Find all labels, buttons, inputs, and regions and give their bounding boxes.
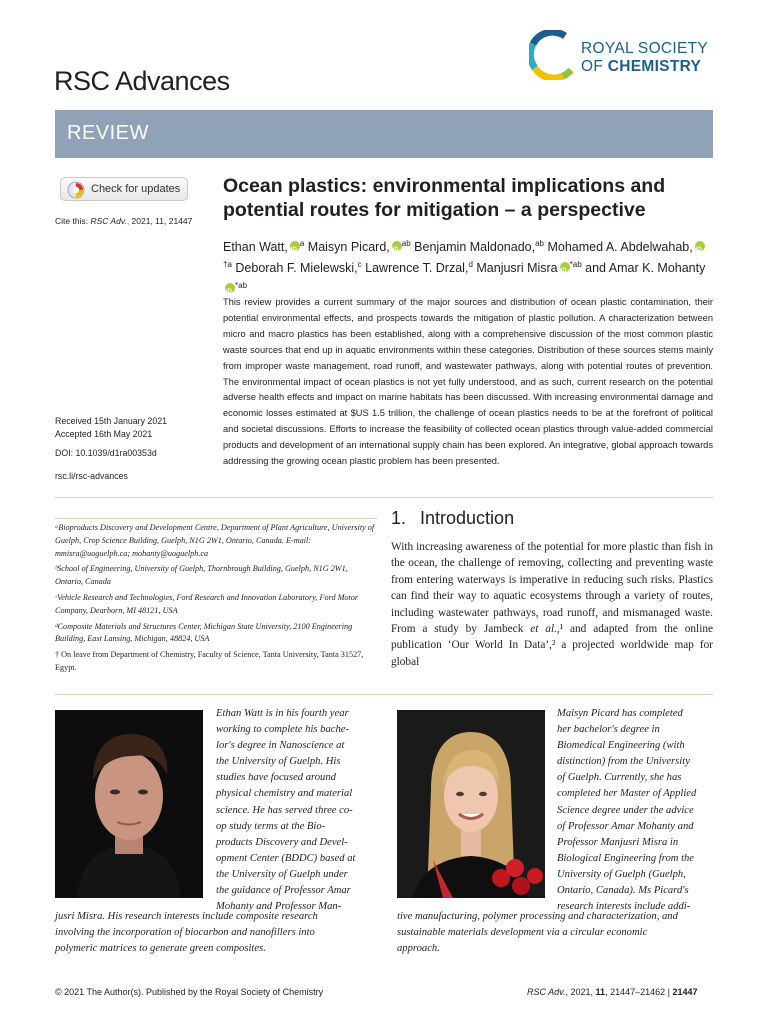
bio-line: distinction) from the University — [557, 756, 690, 768]
author-affiliation-mark: d — [468, 260, 473, 270]
author-affiliation-mark: ab — [535, 239, 544, 248]
bio-line: Ethan Watt is in his fourth year — [216, 708, 349, 719]
bio-line: involving the incorporation of biocarbon and nanofillers into — [55, 927, 315, 939]
crossmark-icon — [67, 181, 85, 199]
author-name: Maisyn Picard, — [307, 240, 390, 255]
author-affiliation-mark: *ab — [569, 260, 582, 270]
bio-line: Science degree under the advice — [557, 804, 694, 816]
author-name: and Amar K. Mohanty — [585, 261, 706, 276]
bio-line: Biological Engineering from the — [557, 852, 695, 864]
bio-line: working to complete his bache- — [216, 724, 349, 736]
affiliations — [55, 518, 377, 678]
footnote-divider — [55, 518, 377, 519]
author-name: Ethan Watt, — [223, 240, 288, 255]
orcid-icon[interactable] — [695, 241, 705, 251]
author-affiliation-mark: c — [357, 260, 362, 270]
doi[interactable]: DOI: 10.1039/d1ra00353d — [55, 448, 157, 458]
orcid-icon[interactable] — [392, 241, 402, 251]
bio-line: jusri Misra. His research interests include composite research — [55, 911, 318, 922]
bio-line: the University of Guelph. His — [216, 756, 341, 768]
affiliation-dagger: † On leave from Department of Chemistry, Faculty of Science, Tanta University, Tanta 31527, Egypt. — [55, 650, 364, 672]
bio-line: Professor Manjusri Misra in — [557, 836, 679, 848]
orcid-icon[interactable] — [225, 283, 235, 293]
divider — [55, 497, 713, 498]
cite-prefix: Cite this: — [55, 216, 91, 226]
cite-journal: RSC Adv. — [90, 216, 127, 226]
author — [365, 261, 473, 275]
bio-maisyn-picard-bottom — [397, 909, 713, 957]
author-photo-maisyn-picard — [397, 710, 545, 898]
footer-pages: , 21447–21462 | — [605, 987, 673, 997]
bio-line: op study terms at the Bio- — [216, 820, 326, 832]
bio-line: the guidance of Professor Amar — [216, 885, 351, 897]
bio-line: approach. — [397, 943, 440, 955]
bio-line: science. He has served three co- — [216, 804, 353, 816]
affiliation-a: ᵃBioproducts Discovery and Development Centre, Department of Plant Agriculture, University of Guelph, Crop Science Building, Guelph, N1G 2W1, Ontario, Canada. E-mail: mmisra@uoguelph.ca; mohanty@uoguelph.ca — [55, 523, 375, 558]
check-updates-label: Check for updates — [91, 183, 181, 195]
bio-line: research interests include addi- — [557, 901, 691, 913]
footer-year: , 2021, — [565, 987, 596, 997]
author-affiliation-mark: a — [299, 239, 305, 248]
author-name: Lawrence T. Drzal, — [365, 261, 469, 276]
author-affiliation-mark: †a — [223, 260, 232, 270]
section-title: Introduction — [420, 508, 515, 528]
intro-text-part-1: With increasing awareness of the potential for more plastic than fish in the ocean, the challenge of removing, collecting and preventing waste from entering waterways is imperative in reducing such risks. Plastics can find their way to aquatic ecosystems through a variety of routes, including wastewater pathways, road runoff, and mismanaged waste. From a study by Jambeck — [391, 541, 713, 636]
footer-volume: 11 — [595, 987, 606, 997]
page-number: 21447 — [672, 987, 698, 997]
bio-line: completed her Master of Applied — [557, 788, 697, 800]
bio-line: her bachelor's degree in — [557, 724, 660, 736]
bio-line: physical chemistry and material — [216, 788, 353, 800]
bio-ethan-watt-side — [216, 706, 374, 915]
bio-ethan-watt-bottom — [55, 909, 374, 957]
affiliation-c: ᶜVehicle Research and Technologies, Ford Research and Innovation Laboratory, Ford Motor Company, Dearborn, MI 48121, USA — [55, 592, 359, 615]
affiliation-b: ᵇSchool of Engineering, University of Guelph, Thornbrough Building, Guelph, N1G 2W1, Ontario, Canada — [55, 564, 348, 587]
author-list — [223, 235, 713, 298]
introduction-text — [391, 539, 713, 670]
article-title: Ocean plastics: environmental implications and potential routes for mitigation – a perspective — [223, 175, 666, 221]
section-banner — [55, 110, 713, 158]
author — [476, 261, 581, 275]
affiliation-d: ᵈComposite Materials and Structures Center, Michigan State University, 2100 Engineering Building, East Lansing, Michigan, 48824, USA — [55, 621, 353, 644]
abstract: This review provides a current summary of the major sources and distribution of ocean plastic contamination, their potential environmental effects, and prospects towards the mitigation of plastic pollution. A characterization between micro and macro plastics has been established, along with a comprehensive discussion of the most common plastic waste sources that end up in aquatic environments within these categories. Distribution of these sources stems mainly from improper waste management, road runoff, and wastewater pathways, along with potential routes of prevention. The environmental impact of ocean plastics is not yet fully understood, and as such, current research on the potential adverse health effects and impact on marine habitats has been discussed. With increasing environmental damage and economic losses estimated at $US 1.5 trillion, the challenge of ocean plastics needs to be at the forefront of political and societal discussions. Efforts to increase the feasibility of collected ocean plastics through value-added commercial products and development of an international supply chain has been explored. An integrative, global approach towards addressing the growing ocean plastic problem has been presented. — [223, 297, 713, 467]
page-citation — [527, 987, 698, 997]
author-photo-ethan-watt — [55, 710, 203, 898]
logo-line-2-bold: CHEMISTRY — [607, 58, 702, 75]
accepted-date: Accepted 16th May 2021 — [55, 429, 153, 439]
bio-line: tive manufacturing, polymer processing and characterization, and — [397, 911, 678, 922]
check-for-updates-button[interactable] — [60, 177, 188, 201]
author — [223, 240, 304, 254]
orcid-icon[interactable] — [560, 262, 570, 272]
footer-journal: RSC Adv. — [527, 987, 566, 997]
bio-line: of Professor Amar Mohanty and — [557, 820, 694, 832]
copyright: © 2021 The Author(s). Published by the Royal Society of Chemistry — [55, 987, 324, 997]
bio-line: of Guelph. Currently, she has — [557, 772, 682, 784]
journal-name: RSC Advances — [54, 66, 230, 96]
bio-line: University of Guelph (Guelph, — [557, 868, 686, 880]
orcid-icon[interactable] — [290, 241, 300, 251]
bio-line: Mohanty and Professor Man- — [216, 901, 342, 913]
author-name: Benjamin Maldonado, — [414, 240, 536, 255]
section-number: 1. — [391, 508, 407, 528]
author — [235, 261, 361, 275]
journal-link[interactable]: rsc.li/rsc-advances — [55, 471, 128, 481]
citation — [55, 216, 192, 226]
bio-line: products Discovery and Devel- — [216, 836, 348, 848]
logo-line-2 — [581, 58, 701, 76]
bio-line: the University of Guelph under — [216, 868, 348, 880]
bio-maisyn-picard-side — [557, 706, 713, 915]
intro-text-part-2: ,¹ and adapted from the online publication ‘Our World In Data’,² a projected worldwide map for global — [391, 623, 713, 668]
author-affiliation-mark: *ab — [235, 281, 248, 291]
logo-line-2-prefix: OF — [581, 58, 608, 75]
intro-text-etal: et al. — [530, 623, 557, 636]
section-heading — [391, 508, 514, 529]
author — [308, 240, 411, 254]
cite-details: , 2021, 11, 21447 — [126, 216, 193, 226]
bio-line: studies have focused around — [216, 772, 336, 784]
bio-line: Biomedical Engineering (with — [557, 740, 685, 752]
received-date: Received 15th January 2021 — [55, 416, 167, 426]
bio-line: Maisyn Picard has completed — [557, 708, 683, 719]
bio-divider — [55, 694, 713, 695]
author-affiliation-mark: ab — [401, 239, 411, 248]
bio-line: sustainable materials development via a circular economic — [397, 927, 648, 939]
bio-line: lor's degree in Nanoscience at — [216, 740, 345, 752]
bio-line: opment Center (BDDC) based at — [216, 852, 356, 864]
logo-line-1: ROYAL SOCIETY — [581, 40, 709, 57]
bio-line: Ontario, Canada). Ms Picard's — [557, 885, 689, 897]
bio-line: polymeric matrices to generate green composites. — [55, 943, 266, 955]
rsc-logo-mark-icon — [529, 30, 575, 80]
rsc-logo — [529, 30, 719, 86]
author-name: Deborah F. Mielewski, — [235, 261, 358, 276]
author — [414, 240, 544, 254]
author-name: Manjusri Misra — [476, 261, 558, 276]
author-name: Mohamed A. Abdelwahab, — [547, 240, 693, 255]
section-label: REVIEW — [67, 122, 149, 144]
